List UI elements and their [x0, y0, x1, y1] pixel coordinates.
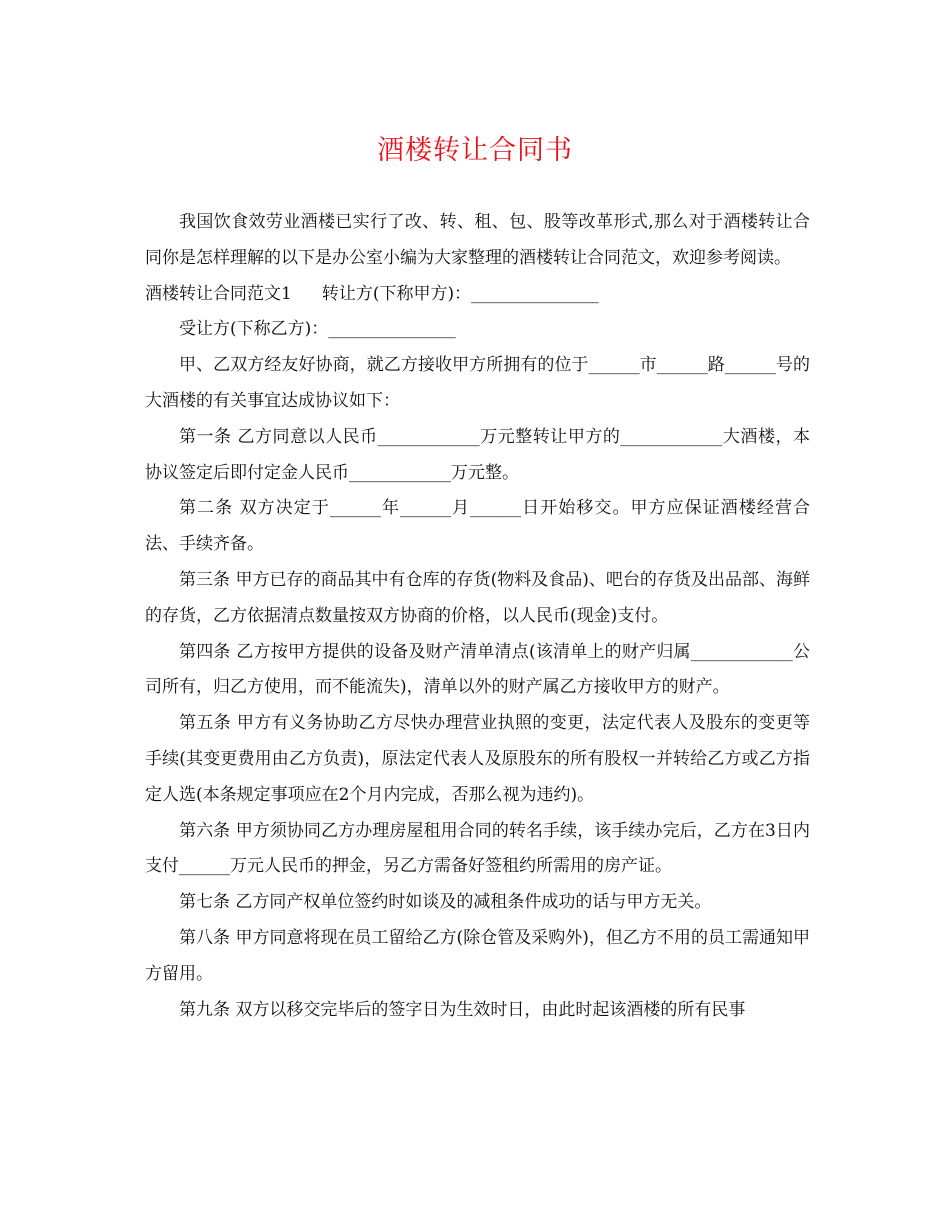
transferee-line: 受让方(下称乙方)：_______________	[179, 319, 456, 340]
transferor-line: 转让方(下称甲方)：_______________	[321, 283, 599, 304]
article-1: 第一条 乙方同意以人民币____________万元整转让甲方的____________大酒楼，本协议签定后即付定金人民币____________万元整。	[145, 426, 810, 483]
sample-heading: 酒楼转让合同范文1	[145, 283, 292, 304]
article-5: 第五条 甲方有义务协助乙方尽快办理营业执照的变更，法定代表人及股东的变更等手续(其变更费用由乙方负责)，原法定代表人及原股东的所有股权一并转给乙方或乙方指定人选(本条规定事项应在2个月内完成，否那么视为违约)。	[145, 713, 810, 805]
article-8: 第八条 甲方同意将现在员工留给乙方(除仓管及采购外)，但乙方不用的员工需通知甲方留用。	[145, 927, 810, 984]
sample-heading-line	[145, 277, 810, 313]
article-9: 第九条 双方以移交完毕后的签字日为生效时日，由此时起该酒楼的所有民事	[179, 999, 746, 1020]
document-body	[145, 205, 810, 1028]
document-title: 酒楼转让合同书	[377, 135, 573, 166]
intro-paragraph: 我国饮食效劳业酒楼已实行了改、转、租、包、股等改革形式,那么对于酒楼转让合同你是怎样理解的以下是办公室小编为大家整理的酒楼转让合同范文，欢迎参考阅读。	[145, 212, 810, 268]
article-2: 第二条 双方决定于______年______月______日开始移交。甲方应保证酒楼经营合法、手续齐备。	[145, 498, 810, 555]
article-7: 第七条 乙方同产权单位签约时如谈及的减租条件成功的话与甲方无关。	[179, 892, 712, 913]
preamble-paragraph: 甲、乙双方经友好协商，就乙方接收甲方所拥有的位于______市______路______号的大酒楼的有关事宜达成协议如下：	[145, 355, 810, 411]
article-6: 第六条 甲方须协同乙方办理房屋租用合同的转名手续，该手续办完后，乙方在3日内支付______万元人民币的押金，另乙方需备好签租约所需用的房产证。	[145, 820, 810, 877]
article-3: 第三条 甲方已存的商品其中有仓库的存货(物料及食品)、吧台的存货及出品部、海鲜的存货，乙方依据清点数量按双方协商的价格，以人民币(现金)支付。	[145, 569, 810, 626]
article-4: 第四条 乙方按甲方提供的设备及财产清单清点(该清单上的财产归属____________公司所有，归乙方使用，而不能流失)，清单以外的财产属乙方接收甲方的财产。	[145, 641, 810, 698]
